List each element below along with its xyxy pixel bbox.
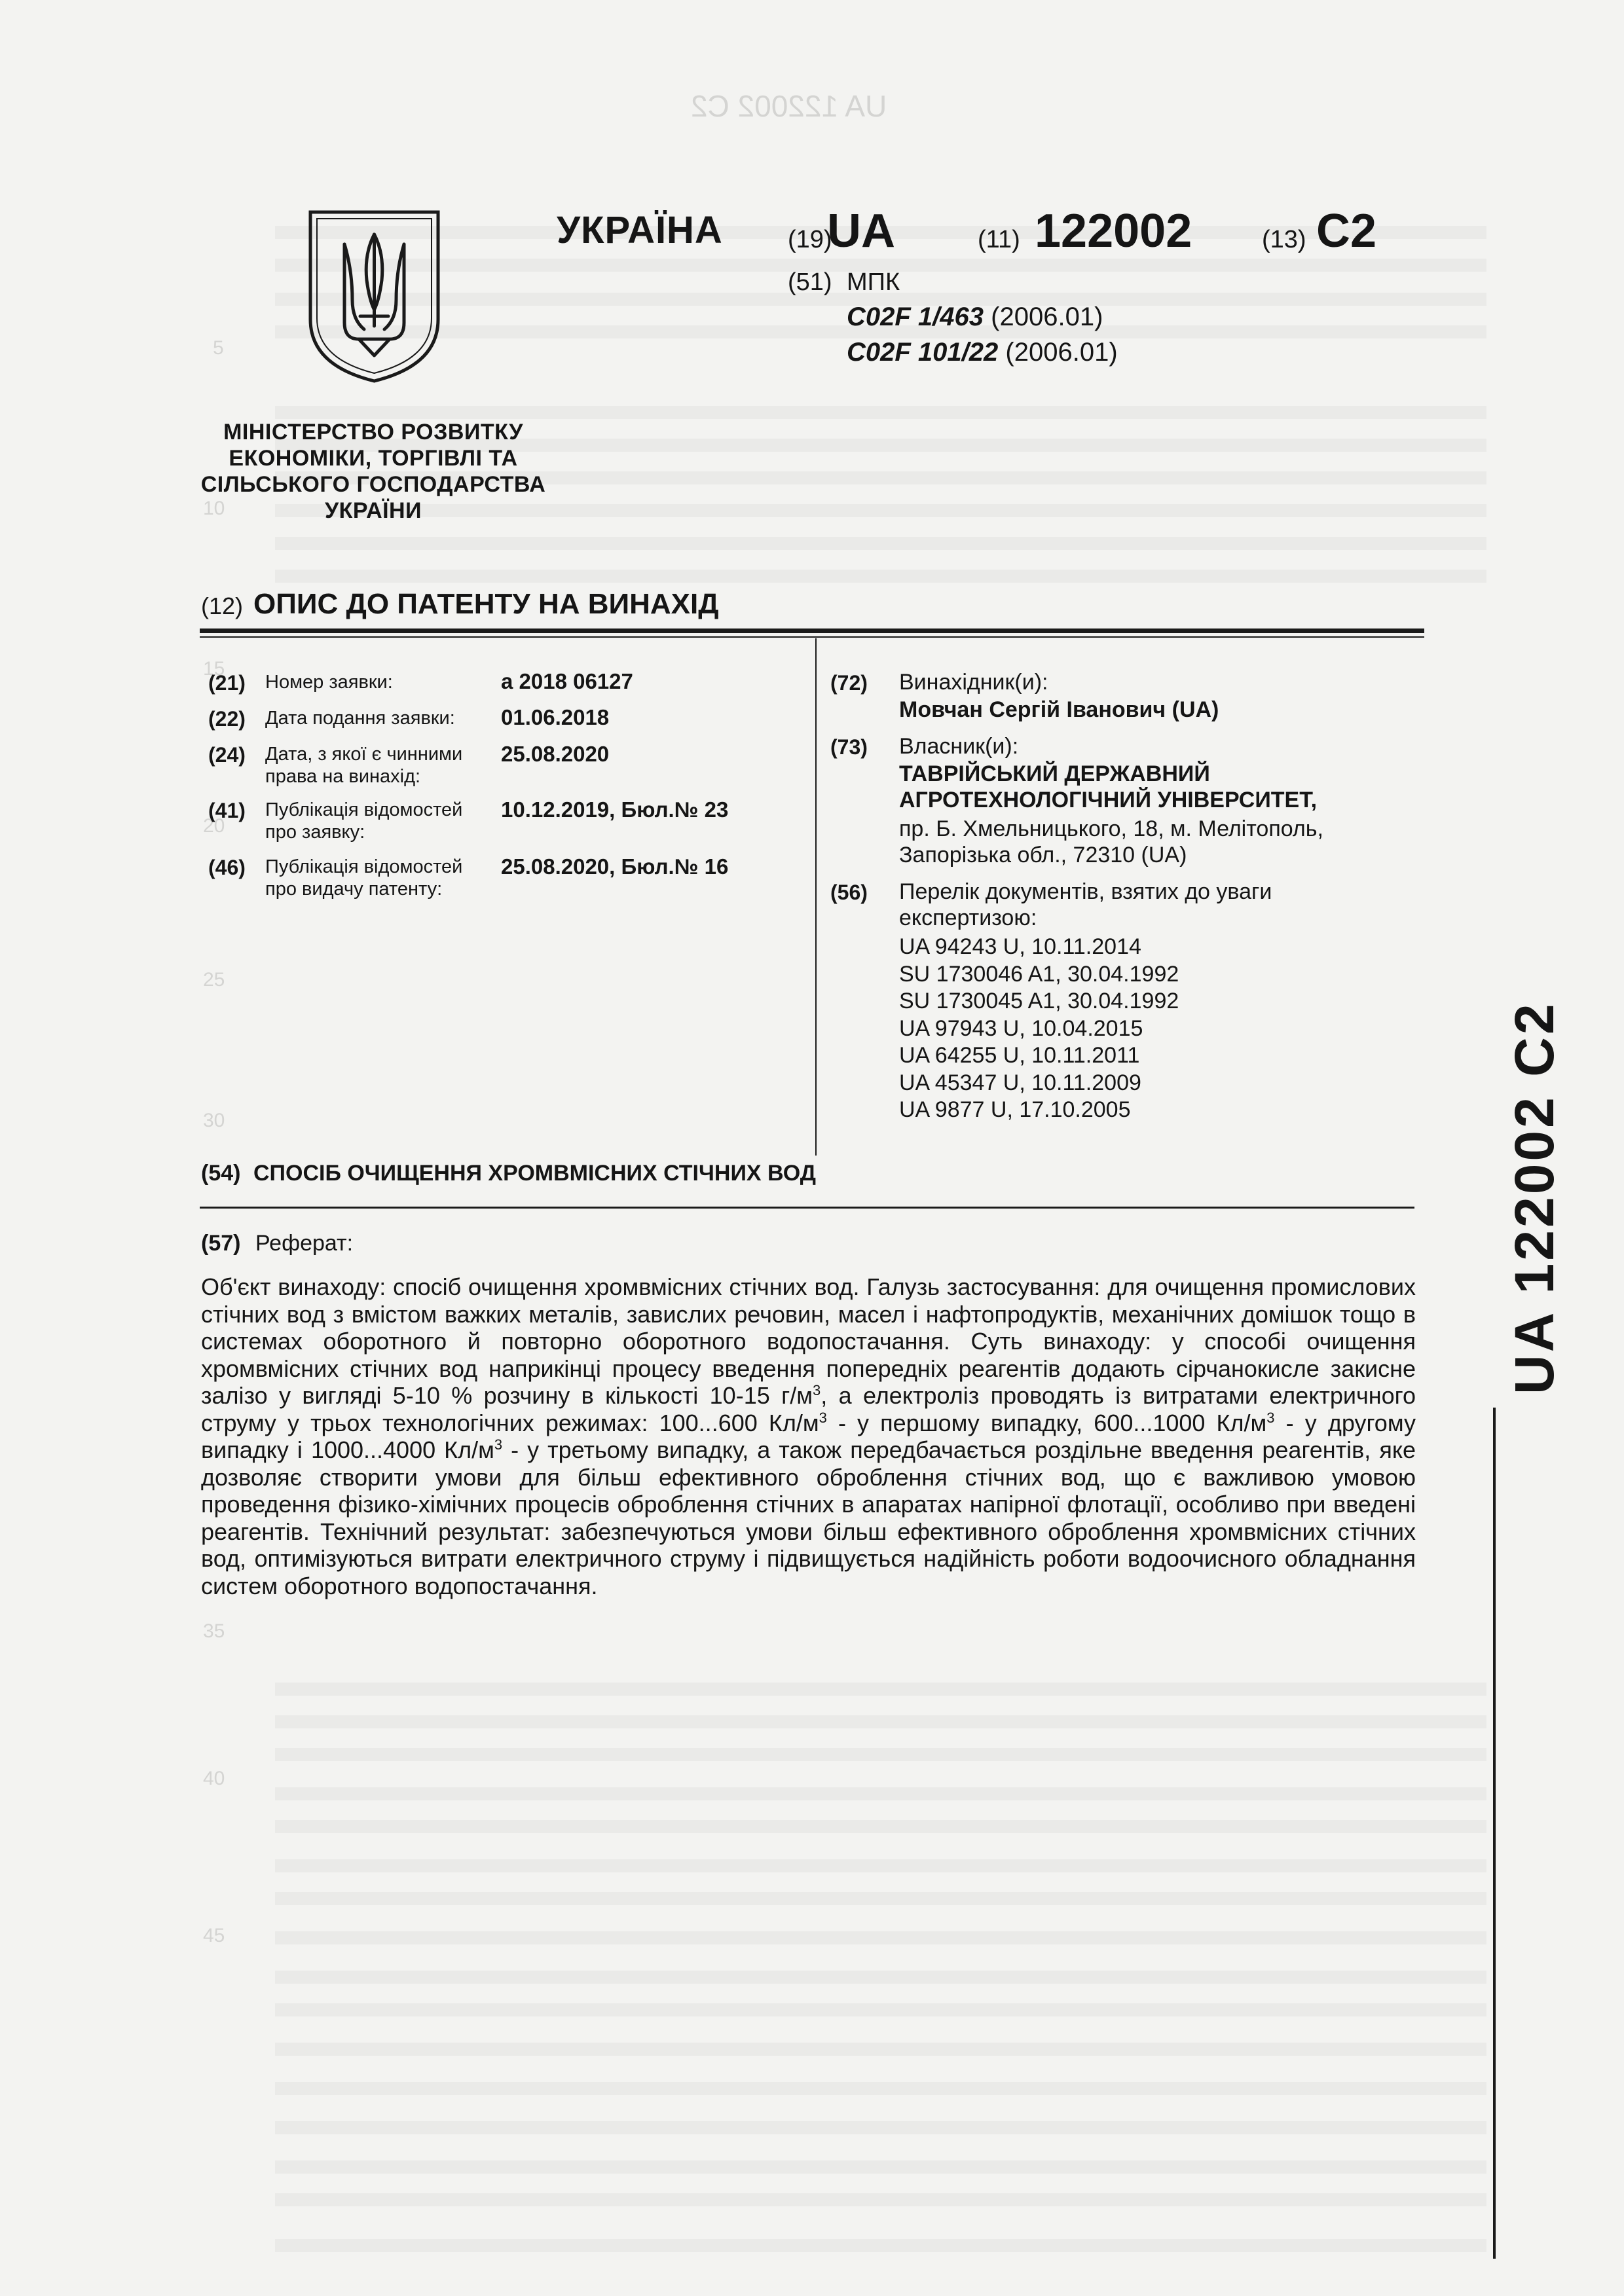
ministry-line: ЕКОНОМІКИ, ТОРГІВЛІ ТА [229,446,518,471]
header-rule [200,629,1424,633]
ipc-class [847,338,1118,367]
ipc-class-version: (2006.01) [1005,338,1118,367]
field-label-line: Публікація відомостей [265,856,463,877]
owner-label: Власник(и): [899,734,1019,759]
field-label-line: права на винахід: [265,766,421,787]
ghost-line-number: 35 [203,1620,225,1642]
abstract-label: Реферат: [255,1231,354,1256]
field-label-line: Публікація відомостей [265,799,463,820]
field-label [265,799,514,843]
field-label-line: про заявку: [265,822,365,843]
ghost-line-number: 45 [203,1925,225,1946]
ghost-line-number: 25 [203,969,225,991]
ministry-line: МІНІСТЕРСТВО РОЗВИТКУ [223,420,523,445]
ipc-class [847,302,1103,332]
doc-type-code: (12) [201,592,244,619]
ipc-code-label: (51) [788,268,832,296]
abstract-segment: - у другому випадку і 1000...4000 Кл/м [201,1409,1416,1463]
ipc-class-code: C02F 101/22 [847,338,999,367]
title-code: (54) [201,1161,241,1186]
field-label-line: про видачу патенту: [265,879,443,900]
field-label-line: Дата подання заявки: [265,708,455,729]
inventor-code: (72) [830,671,868,695]
inventor-label: Винахідник(и): [899,670,1048,695]
invention-title: СПОСІБ ОЧИЩЕННЯ ХРОМВМІСНИХ СТІЧНИХ ВОД [253,1161,816,1186]
owner-name-line: ТАВРІЙСЬКИЙ ДЕРЖАВНИЙ [899,761,1210,786]
owner-name-line: АГРОТЕХНОЛОГІЧНИЙ УНІВЕРСИТЕТ, [899,788,1318,812]
field-label [265,743,514,788]
references-code: (56) [830,881,868,904]
country-name: УКРАЇНА [557,209,723,251]
references-label-line: Перелік документів, взятих до уваги [899,879,1272,904]
ghost-line-number: 15 [203,658,225,680]
field-value: a 2018 06127 [501,669,633,693]
reference-item: SU 1730046 A1, 30.04.1992 [899,961,1179,987]
abstract-segment: - у третьому випадку, а також передбачається роздільне введення реагентів, яке дозволяє створити умови для більш ефективного оброблення стічних вод, що є важливою умовою проведення фізико-хімічних процесів оброблення стічних в апаратах напірної флотації, особливо при введені реагентів. Технічний результат: забезпечуються умови більш ефективного оброблення хромвмісних стічних вод, оптимізуються витрати електричного струму і підвищується надійність роботи водоочисного обладнання систем оборотного водопостачання. [201,1436,1416,1599]
abstract-code: (57) [201,1231,241,1256]
kind-code-label: (13) [1262,226,1306,253]
abstract-segment: - у першому випадку, 600...1000 Кл/м [826,1409,1267,1436]
header-rule-thin [200,636,1424,638]
reference-item: UA 94243 U, 10.11.2014 [899,934,1141,959]
reference-item: UA 9877 U, 17.10.2005 [899,1097,1131,1122]
field-label-line: Номер заявки: [265,672,393,693]
title-rule [200,1207,1414,1209]
field-value: 01.06.2018 [501,705,610,729]
field-label-line: Дата, з якої є чинними [265,744,463,765]
owner-address-line: пр. Б. Хмельницького, 18, м. Мелітополь, [899,816,1323,841]
ministry-line: УКРАЇНИ [324,498,422,523]
patent-number: 122002 [1035,205,1192,257]
references-label [899,879,1272,931]
country-code: UA [827,205,895,257]
field-label [265,856,514,900]
ghost-line-number: 10 [203,498,225,519]
abstract-segment: , а електроліз проводять із витратами електричного струму у трьох технологічних режимах: 100...600 Кл/м [201,1382,1416,1436]
ministry-name [183,419,563,524]
field-value: 25.08.2020 [501,742,610,766]
reference-item: UA 97943 U, 10.04.2015 [899,1015,1143,1041]
ghost-line-number: 40 [203,1768,225,1789]
ipc-class-code: C02F 1/463 [847,302,984,331]
field-label [265,671,514,693]
country-code-label: (19) [788,226,832,253]
superscript: 3 [812,1382,821,1398]
ghost-line-number: 20 [203,815,225,837]
ministry-line: СІЛЬСЬКОГО ГОСПОДАРСТВА [200,472,546,497]
abstract-text [201,1273,1416,1599]
field-value: 25.08.2020, Бюл.№ 16 [501,854,729,879]
reference-item: UA 64255 U, 10.11.2011 [899,1043,1140,1068]
doc-type-title: ОПИС ДО ПАТЕНТУ НА ВИНАХІД [253,588,719,620]
field-code: (41) [208,799,246,822]
field-code: (22) [208,707,246,731]
kind-code: C2 [1316,205,1377,257]
field-code: (21) [208,671,246,695]
abstract-segment: Об'єкт винаходу: спосіб очищення хромвмісних стічних вод. Галузь застосування: для очищення промислових стічних вод з вмістом важких металів, завислих речовин, масел і нафтопродуктів, механічних домішок тощо в системах оборотного й повторно оборотного водопостачання. Суть винаходу: у способі очищення хромвмісних стічних вод наприкінці процесу введення попередніх реагентів додають сірчанокисле закисне залізо у вигляді 5-10 % розчину в кількості 10-15 г/м [201,1273,1416,1409]
ghost-header: UA 122002 C2 [691,89,887,123]
owner-name [899,761,1317,813]
number-code-label: (11) [978,226,1020,253]
field-code: (46) [208,856,246,879]
ipc-class-version: (2006.01) [991,302,1103,331]
side-rule [1493,1408,1496,2259]
reference-item: UA 45347 U, 10.11.2009 [899,1070,1141,1095]
reference-item: SU 1730045 A1, 30.04.1992 [899,989,1179,1013]
superscript: 3 [1266,1409,1275,1426]
references-label-line: експертизою: [899,905,1037,930]
ghost-line-number: 5 [213,337,224,359]
references-list [899,934,1179,1124]
inventor-name: Мовчан Сергій Іванович (UA) [899,697,1219,722]
owner-code: (73) [830,735,868,759]
owner-address [899,816,1323,868]
coat-of-arms-icon [306,208,442,385]
owner-address-line: Запорізька обл., 72310 (UA) [899,843,1187,867]
field-code: (24) [208,743,246,767]
superscript: 3 [819,1409,827,1426]
column-divider [815,638,817,1156]
superscript: 3 [494,1436,503,1453]
field-value: 10.12.2019, Бюл.№ 23 [501,797,729,822]
side-label-text: UA 122002 C2 [1504,1001,1565,1394]
field-label [265,707,514,729]
ghost-line-number: 30 [203,1110,225,1131]
ipc-title: МПК [847,268,900,296]
